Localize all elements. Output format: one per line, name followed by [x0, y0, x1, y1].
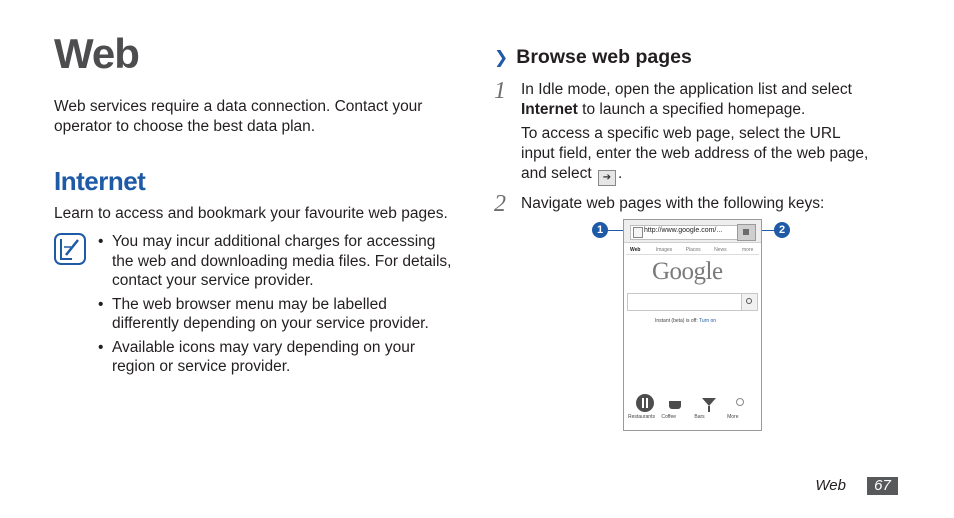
note-item: • Available icons may vary depending on your region or service provider.: [98, 338, 458, 377]
note-item: • You may incur additional charges for accessing the web and downloading media files. For details, contact your service provider.: [98, 232, 458, 291]
shortcut-label: Bars: [694, 414, 705, 420]
instant-status: [655, 318, 716, 324]
subsection-heading: [494, 46, 692, 69]
step-1-para-2-text: To access a specific web page, select the URL input field, enter the web address of the web page, and select: [521, 125, 869, 182]
tab-more[interactable]: more: [741, 247, 754, 253]
callout-2: 2: [774, 222, 790, 238]
shortcut-label: Restaurants: [628, 414, 655, 420]
address-bar: [624, 220, 761, 243]
step-number: 2: [494, 191, 506, 217]
search-icon: [746, 298, 752, 304]
tab-web[interactable]: Web: [630, 247, 641, 253]
divider: [626, 254, 759, 255]
restaurants-icon[interactable]: [636, 394, 654, 412]
shortcut-labels: [628, 414, 738, 420]
google-logo: Google: [652, 258, 723, 285]
step-number: 1: [494, 78, 506, 104]
url-field[interactable]: [630, 225, 739, 240]
page-title: Web: [54, 30, 139, 77]
bars-icon-stem: [708, 406, 710, 412]
notes-list: [98, 232, 458, 381]
shortcut-label: Coffee: [661, 414, 677, 420]
page-number: 67: [867, 477, 898, 495]
bars-icon[interactable]: [702, 398, 716, 406]
go-arrow-icon: ➔: [598, 170, 616, 186]
step-1-line-b: to launch a specified homepage.: [577, 101, 806, 118]
step-1-para-2: [521, 124, 873, 186]
search-input[interactable]: [627, 293, 744, 311]
subsection-title-text: Browse web pages: [516, 46, 692, 68]
callout-1: 1: [592, 222, 608, 238]
url-text: http://www.google.com/...: [644, 227, 723, 234]
coffee-icon[interactable]: [669, 401, 681, 409]
note-icon: [54, 233, 86, 265]
step-1-line-a: In Idle mode, open the application list and select: [521, 81, 852, 98]
tab-images[interactable]: Images: [655, 247, 673, 253]
step-1-para-2-end: .: [617, 165, 623, 182]
step-1-bold: Internet: [521, 101, 578, 118]
instant-label: Instant (beta) is off:: [655, 318, 698, 324]
tab-places[interactable]: Places: [685, 247, 701, 253]
search-button[interactable]: [741, 293, 758, 311]
bookmark-icon: [743, 229, 749, 235]
page-icon: [633, 227, 643, 238]
footer-section-label: Web: [815, 477, 846, 494]
section-description: Learn to access and bookmark your favourite web pages.: [54, 205, 448, 222]
step-1-text: [521, 80, 881, 120]
instant-link[interactable]: Turn on: [699, 318, 717, 324]
more-icon[interactable]: [736, 398, 744, 406]
note-item: • The web browser menu may be labelled differently depending on your service provider.: [98, 295, 458, 334]
bookmark-button[interactable]: [737, 224, 756, 241]
chevron-right-icon: ❯: [494, 48, 509, 67]
section-heading-internet: Internet: [54, 166, 146, 196]
tab-news[interactable]: News: [714, 247, 727, 253]
step-2-text: Navigate web pages with the following keys:: [521, 195, 825, 212]
intro-text: Web services require a data connection. Contact your operator to choose the best data plan.: [54, 98, 423, 135]
shortcut-label: More: [727, 414, 739, 420]
browser-screenshot: [623, 219, 762, 431]
google-tabs: [630, 247, 753, 253]
